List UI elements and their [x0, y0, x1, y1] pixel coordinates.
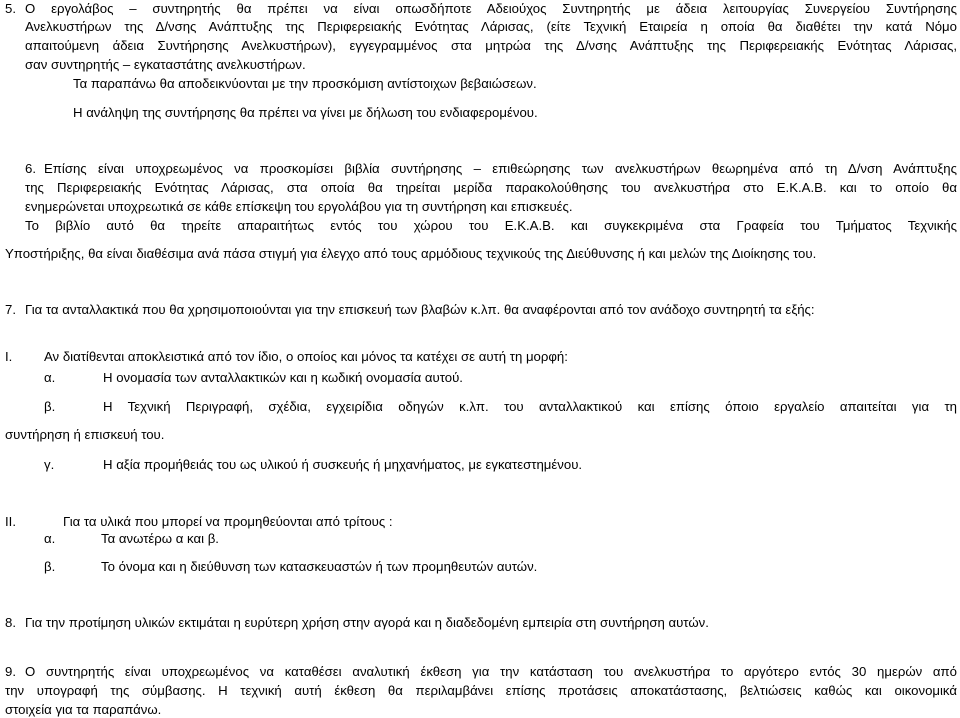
section-i-text: Αν διατίθενται αποκλειστικά από τον ίδιο, ο οποίος και μόνος τα κατέχει σε αυτή τη μορφή: — [44, 349, 568, 364]
item-8-number: 8. — [5, 615, 16, 630]
section-i-a-label: α. — [44, 370, 56, 385]
item-7-text: Για τα ανταλλακτικά που θα χρησιμοποιούνται για την επισκευή των βλαβών κ.λπ. θα αναφέρονται από τον ανάδοχο συντηρητή τα εξής: — [25, 302, 815, 317]
section-i-c-text: Η αξία προμήθειάς του ως υλικού ή συσκευής ή μηχανήματος, με εγκατεστημένου. — [103, 457, 583, 472]
item-6-number: 6. — [25, 161, 36, 176]
section-ii-number: II. — [5, 514, 16, 529]
item-9-line-3: στοιχεία για τα παραπάνω. — [5, 702, 162, 717]
item-5-number: 5. — [5, 1, 16, 16]
item-5-line-3: απαιτούμενη άδεια Συντήρησης Ανελκυστήρων), εγγεγραμμένος στα μητρώα της Δ/νσης Ανάπτυξης της Περιφερειακής Ενότητας Λάρισας, — [25, 38, 957, 53]
section-i-b-text: Η Τεχνική Περιγραφή, σχέδια, εγχειρίδια οδηγών κ.λπ. του ανταλλακτικού και επίσης όποιο εργαλείο απαιτείται για τη — [103, 399, 957, 414]
item-5-line-4: σαν συντηρητής – εγκαταστάτης ανελκυστήρων. — [25, 57, 306, 72]
section-ii-a-text: Τα ανωτέρω α και β. — [101, 531, 219, 546]
item-7-number: 7. — [5, 302, 16, 317]
item-8-text: Για την προτίμηση υλικών εκτιμάται η ευρύτερη χρήση στην αγορά και η διαδεδομένη εμπειρία στη συντήρηση αυτών. — [25, 615, 709, 630]
section-ii-b-label: β. — [44, 559, 56, 574]
item-6-line-2: της Περιφερειακής Ενότητας Λάρισας, στα οποία θα τηρείται μερίδα παρακολούθησης του ανελκυστήρα στο Ε.Κ.Α.Β. και το οποίο θα — [25, 180, 957, 195]
item-5-line-2: Ανελκυστήρων της Δ/νσης Ανάπτυξης της Περιφερειακής Ενότητας Λάρισας, (είτε Τεχνική Εταιρεία η οποία θα διαθέτει την κατά Νόμο — [25, 19, 957, 34]
item-9-line-1: Ο συντηρητής είναι υποχρεωμένος να καταθέσει αναλυτική έκθεση για την κατάσταση του ανελκυστήρα το αργότερο εντός 30 ημερών από — [25, 664, 957, 679]
item-5-note-1: Τα παραπάνω θα αποδεικνύονται με την προσκόμιση αντίστοιχων βεβαιώσεων. — [73, 76, 537, 91]
section-ii-b-text: Το όνομα και η διεύθυνση των κατασκευαστών ή των προμηθευτών αυτών. — [101, 559, 538, 574]
item-6-line-1: Επίσης είναι υποχρεωμένος να προσκομίσει βιβλία συντήρησης – επιθεώρησης των ανελκυστήρων θεωρημένα από τη Δ/νση Ανάπτυξης — [44, 161, 957, 176]
section-ii-text: Για τα υλικά που μπορεί να προμηθεύονται από τρίτους : — [63, 514, 393, 529]
item-6-line-5: Υποστήριξης, θα είναι διαθέσιμα ανά πάσα στιγμή για έλεγχο από τους αρμόδιους τεχνικούς της Διεύθυνσης ή και μελών της Διοίκησης του. — [5, 246, 817, 261]
item-9-line-2: την υπογραφή της σύμβασης. Η τεχνική αυτή έκθεση θα περιλαμβάνει επίσης προτάσεις αποκατάστασης, βελτιώσεις καθώς και οικονομικά — [5, 683, 957, 698]
section-i-number: I. — [5, 349, 13, 364]
item-6-line-3: ενημερώνεται υποχρεωτικά σε κάθε επίσκεψη του εργολάβου για τη συντήρηση και επισκευές. — [25, 199, 573, 214]
section-ii-a-label: α. — [44, 531, 56, 546]
item-5-note-2: Η ανάληψη της συντήρησης θα πρέπει να γίνει με δήλωση του ενδιαφερομένου. — [73, 105, 538, 120]
item-6-line-4: Το βιβλίο αυτό θα τηρείτε απαραιτήτως εντός του χώρου του Ε.Κ.Α.Β. και συγκεκριμένα στα Γραφεία του Τμήματος Τεχνικής — [25, 218, 957, 233]
section-i-b-label: β. — [44, 399, 56, 414]
item-5-line-1: Ο εργολάβος – συντηρητής θα πρέπει να είναι οπωσδήποτε Αδειούχος Συντηρητής με άδεια λειτουργίας Συνεργείου Συντήρησης — [25, 1, 957, 16]
section-i-b-continuation: συντήρηση ή επισκευή του. — [5, 427, 165, 442]
section-i-c-label: γ. — [44, 457, 55, 472]
item-9-number: 9. — [5, 664, 16, 679]
section-i-a-text: Η ονομασία των ανταλλακτικών και η κωδική ονομασία αυτού. — [103, 370, 463, 385]
